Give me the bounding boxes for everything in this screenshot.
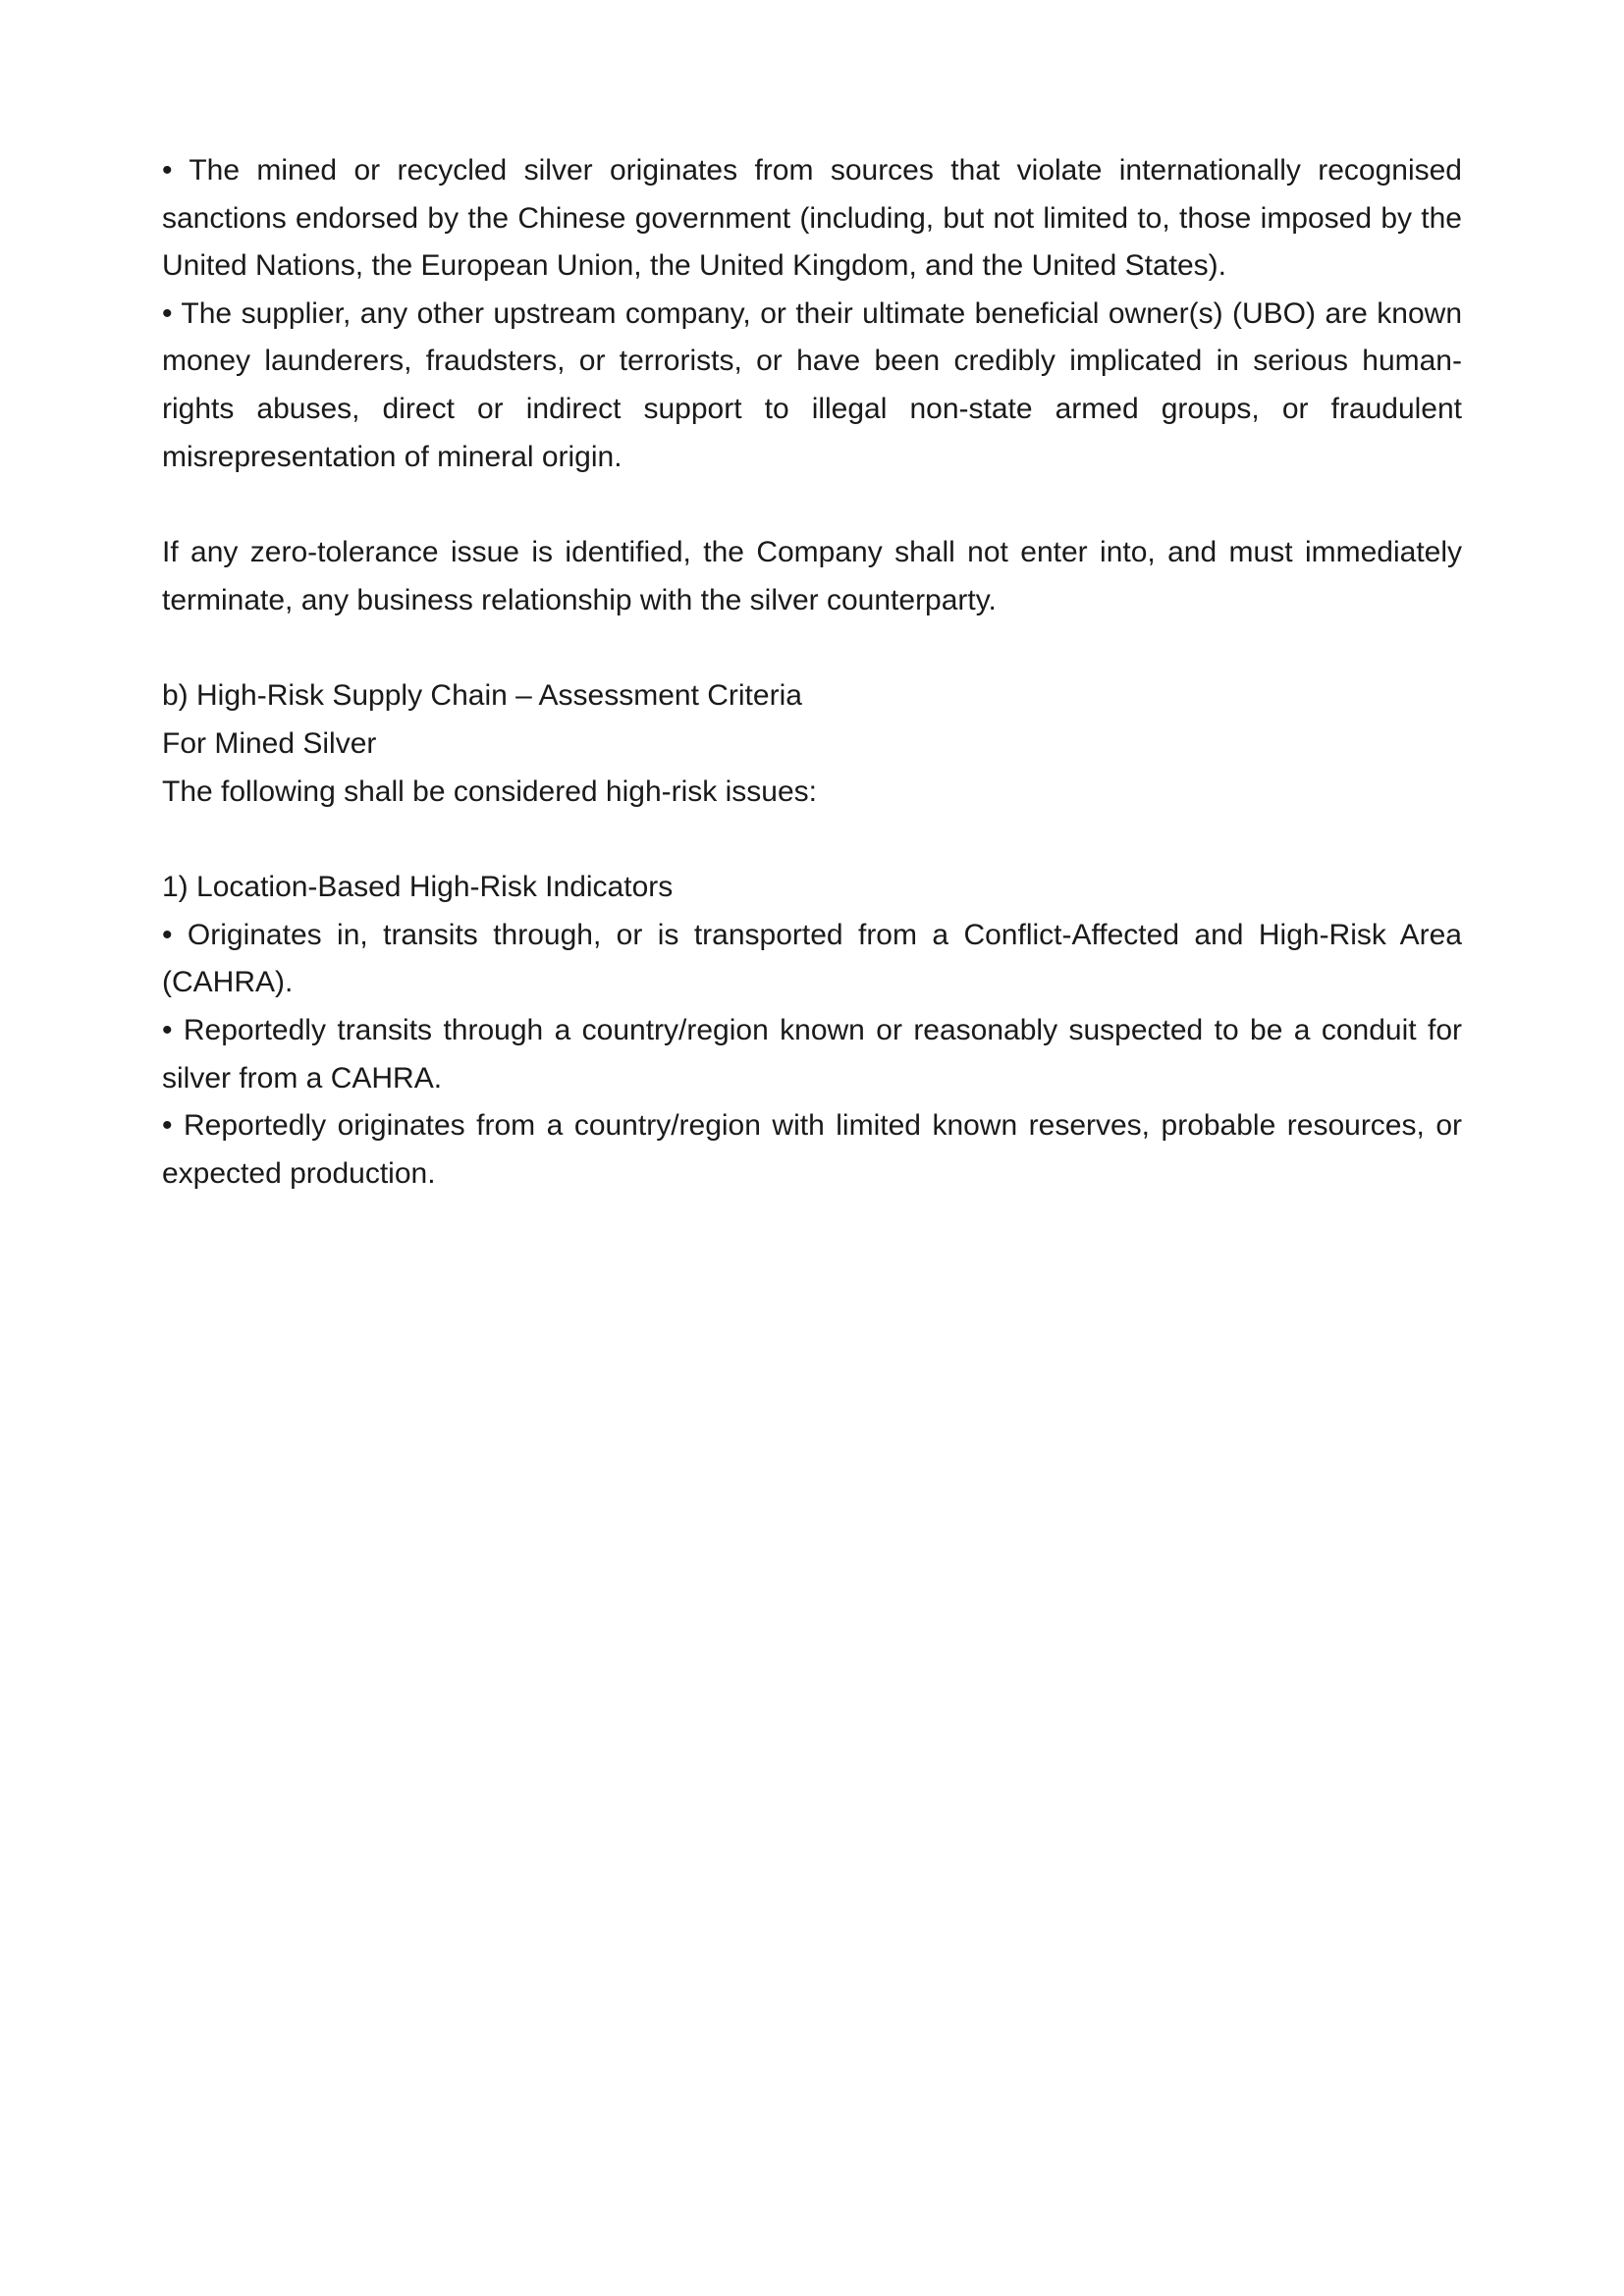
paragraph-gap xyxy=(162,624,1462,672)
bullet-limited-reserves: • Reportedly originates from a country/region with limited known reserves, probable resources, or expected production. xyxy=(162,1109,1462,1190)
paragraph-gap xyxy=(162,481,1462,529)
subheading-for-mined-silver: For Mined Silver xyxy=(162,726,377,760)
bullet-cahra-conduit: • Reportedly transits through a country/region known or reasonably suspected to be a conduit for silver from a CAHRA. xyxy=(162,1013,1462,1095)
paragraph-gap xyxy=(162,816,1462,864)
heading-high-risk-supply-chain: b) High-Risk Supply Chain – Assessment Criteria xyxy=(162,679,802,713)
para-zero-tolerance: If any zero-tolerance issue is identified, the Company shall not enter into, and must immediately terminate, any business relationship with the silver counterparty. xyxy=(162,536,1462,616)
document-body xyxy=(162,147,1462,1198)
bullet-sanctions: • The mined or recycled silver originates from sources that violate internationally recognised sanctions endorsed by the Chinese government (including, but not limited to, those imposed by the United Nations, the European Union, the United Kingdom, and the United States). xyxy=(162,154,1462,283)
para-following-high-risk-issues: The following shall be considered high-risk issues: xyxy=(162,774,818,808)
heading-location-based-indicators: 1) Location-Based High-Risk Indicators xyxy=(162,871,674,904)
bullet-ubo: • The supplier, any other upstream company, or their ultimate beneficial owner(s) (UBO) are known money launderers, fraudsters, or terrorists, or have been credibly implicated in serious human-rights abuses, direct or indirect support to illegal non-state armed groups, or fraudulent misrepresentation of mineral origin. xyxy=(162,296,1462,473)
bullet-cahra-origin: • Originates in, transits through, or is transported from a Conflict-Affected and High-Risk Area (CAHRA). xyxy=(162,918,1462,999)
